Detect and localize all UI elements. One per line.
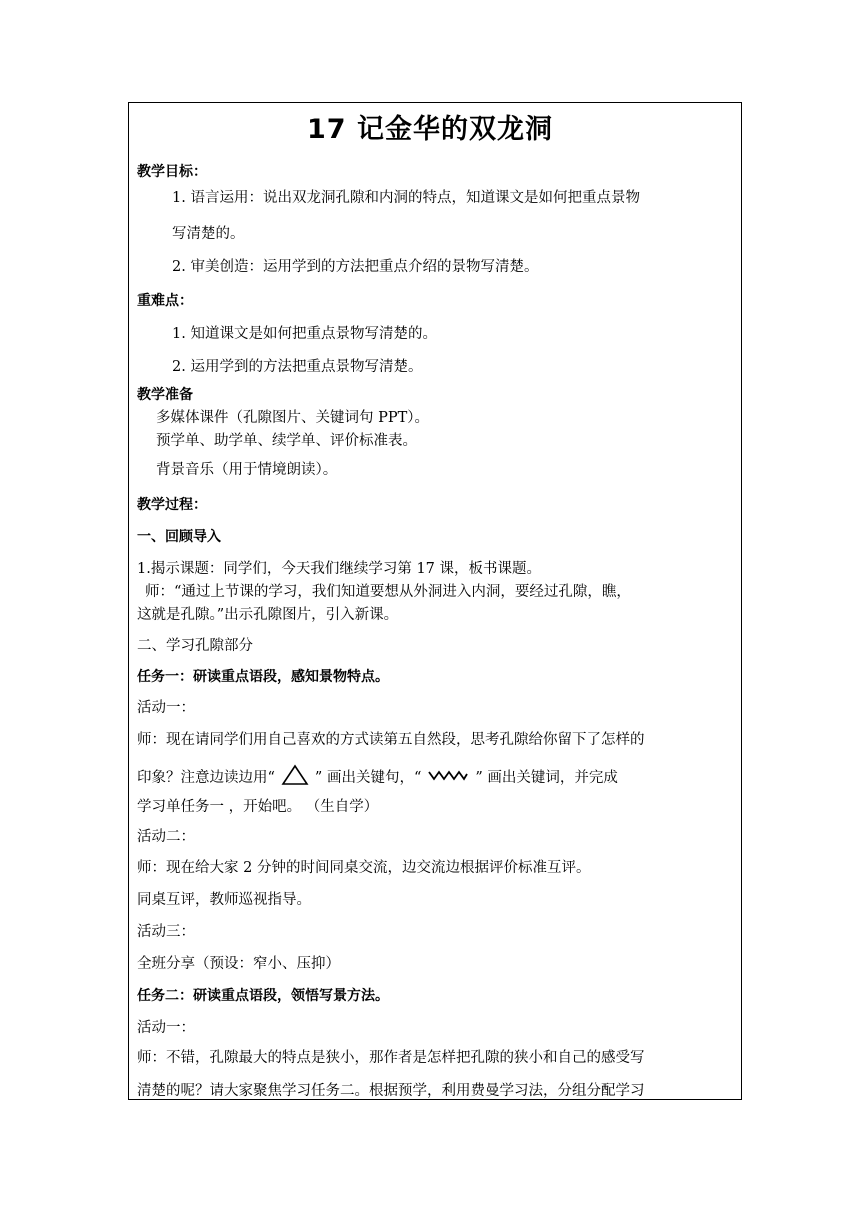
page-title: 17 记金华的双龙洞 [307, 114, 553, 145]
preparation-item-1: 多媒体课件（孔隙图片、关键词句 PPT）。 [156, 410, 430, 426]
paragraph-teacher-line2: 这就是孔隙。”出示孔隙图片，引入新课。 [137, 607, 399, 623]
read-line2-text-e: 画出关键词，并完成 [487, 770, 618, 786]
task-1-heading: 任务一：研读重点语段，感知景物特点。 [137, 669, 389, 685]
paragraph-read-line2 [137, 764, 618, 792]
activity-3-label: 活动三： [137, 924, 195, 940]
paragraph-task2-line1: 师：不错，孔隙最大的特点是狭小，那作者是怎样把孔隙的狭小和自己的感受写 [137, 1050, 645, 1066]
paragraph-class-share: 全班分享（预设：窄小、压抑） [137, 956, 340, 972]
paragraph-read-line3: 学习单任务一 ，开始吧。 （生自学） [137, 799, 379, 815]
wavy-underline-mark-icon [427, 768, 469, 788]
read-line2-text-d: ” [475, 770, 483, 786]
paragraph-reveal-topic: 1.揭示课题：同学们，今天我们继续学习第 17 课，板书课题。 [137, 561, 542, 577]
paragraph-pair-discussion: 师：现在给大家 2 分钟的时间同桌交流，边交流边根据评价标准互评。 [137, 860, 591, 876]
activity-2-label: 活动二： [137, 829, 195, 845]
key-points-heading: 重难点： [137, 293, 193, 309]
activity-4-label: 活动一： [137, 1020, 195, 1036]
objectives-heading: 教学目标： [137, 164, 207, 180]
activity-1-label: 活动一： [137, 700, 195, 716]
objective-1-line1: 1. 语言运用：说出双龙洞孔隙和内洞的特点，知道课文是如何把重点景物 [172, 190, 640, 206]
paragraph-peer-review: 同桌互评，教师巡视指导。 [137, 892, 311, 908]
section-review-intro: 一、回顾导入 [137, 529, 221, 545]
read-line2-text-c: 画出关键句，“ [326, 770, 422, 786]
key-point-2: 2. 运用学到的方法把重点景物写清楚。 [172, 359, 423, 375]
key-point-1: 1. 知道课文是如何把重点景物写清楚的。 [172, 326, 437, 342]
objective-2: 2. 审美创造：运用学到的方法把重点介绍的景物写清楚。 [172, 259, 539, 275]
paragraph-task2-line2: 清楚的呢？请大家聚焦学习任务二。根据预学，利用费曼学习法，分组分配学习 [137, 1083, 645, 1099]
paragraph-teacher-line1: 师：“通过上节课的学习，我们知道要想从外洞进入内洞，要经过孔隙，瞧， [145, 584, 631, 600]
task-2-heading: 任务二：研读重点语段，领悟写景方法。 [137, 988, 389, 1004]
section-learn-gap: 二、学习孔隙部分 [137, 638, 253, 654]
preparation-item-2: 预学单、助学单、续学单、评价标准表。 [156, 433, 417, 449]
preparation-item-3: 背景音乐（用于情境朗读）。 [156, 462, 338, 478]
paragraph-read-line1: 师：现在请同学们用自己喜欢的方式读第五自然段，思考孔隙给你留下了怎样的 [137, 732, 645, 748]
read-line2-text-a: 印象？注意边读边用“ [137, 770, 275, 786]
triangle-mark-icon [281, 764, 309, 792]
read-line2-text-b: ” [314, 770, 323, 786]
process-heading: 教学过程： [137, 497, 207, 513]
preparation-heading: 教学准备 [137, 387, 193, 403]
objective-1-line2: 写清楚的。 [172, 226, 245, 242]
